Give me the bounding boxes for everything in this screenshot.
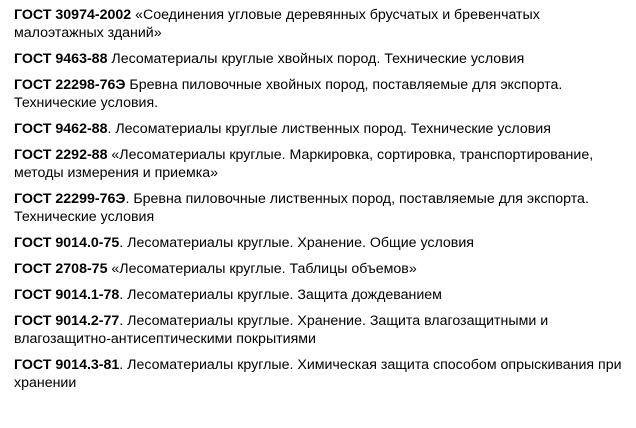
standard-title: «Лесоматериалы круглые. Таблицы объемов» bbox=[107, 261, 417, 277]
standard-code: ГОСТ 2708-75 bbox=[14, 261, 108, 277]
standard-title: . Лесоматериалы круглые. Химическая защита способом опрыскивания при хранении bbox=[14, 357, 622, 391]
standard-entry bbox=[14, 190, 626, 226]
standard-entry bbox=[14, 146, 626, 182]
standards-list bbox=[14, 6, 626, 392]
standard-entry bbox=[14, 120, 626, 138]
standard-code: ГОСТ 22299-76Э bbox=[14, 191, 126, 207]
standard-title: «Соединения угловые деревянных брусчатых и бревенчатых малоэтажных зданий» bbox=[14, 7, 540, 41]
standard-code: ГОСТ 9014.0-75 bbox=[14, 235, 120, 251]
standard-entry bbox=[14, 260, 626, 278]
standard-title: . Бревна пиловочные лиственных пород, поставляемые для экспорта. Технические условия bbox=[14, 191, 589, 225]
standard-entry bbox=[14, 286, 626, 304]
standard-entry bbox=[14, 312, 626, 348]
standard-code: ГОСТ 2292-88 bbox=[14, 147, 108, 163]
standard-entry bbox=[14, 76, 626, 112]
standard-entry bbox=[14, 6, 626, 42]
standard-code: ГОСТ 9463-88 bbox=[14, 51, 108, 67]
standard-title: Бревна пиловочные хвойных пород, поставляемые для экспорта. Технические условия. bbox=[14, 77, 563, 111]
standard-entry bbox=[14, 50, 626, 68]
standard-title: . Лесоматериалы круглые. Защита дождеванием bbox=[119, 287, 442, 303]
standard-code: ГОСТ 22298-76Э bbox=[14, 77, 126, 93]
standard-title: . Лесоматериалы круглые. Хранение. Защита влагозащитными и влагозащитно-антисептическими покрытиями bbox=[14, 313, 549, 347]
standard-title: . Лесоматериалы круглые. Хранение. Общие условия bbox=[119, 235, 474, 251]
standard-code: ГОСТ 9462-88 bbox=[14, 121, 108, 137]
standard-code: ГОСТ 30974-2002 bbox=[14, 7, 132, 23]
standard-code: ГОСТ 9014.2-77 bbox=[14, 313, 120, 329]
standard-title: . Лесоматериалы круглые лиственных пород. Технические условия bbox=[107, 121, 551, 137]
standard-entry bbox=[14, 234, 626, 252]
standard-code: ГОСТ 9014.3-81 bbox=[14, 357, 120, 373]
standard-code: ГОСТ 9014.1-78 bbox=[14, 287, 120, 303]
standard-title: Лесоматериалы круглые хвойных пород. Технические условия bbox=[107, 51, 525, 67]
standard-title: «Лесоматериалы круглые. Маркировка, сортировка, транспортирование, методы измерения и приемка» bbox=[14, 147, 594, 181]
standard-entry bbox=[14, 356, 626, 392]
